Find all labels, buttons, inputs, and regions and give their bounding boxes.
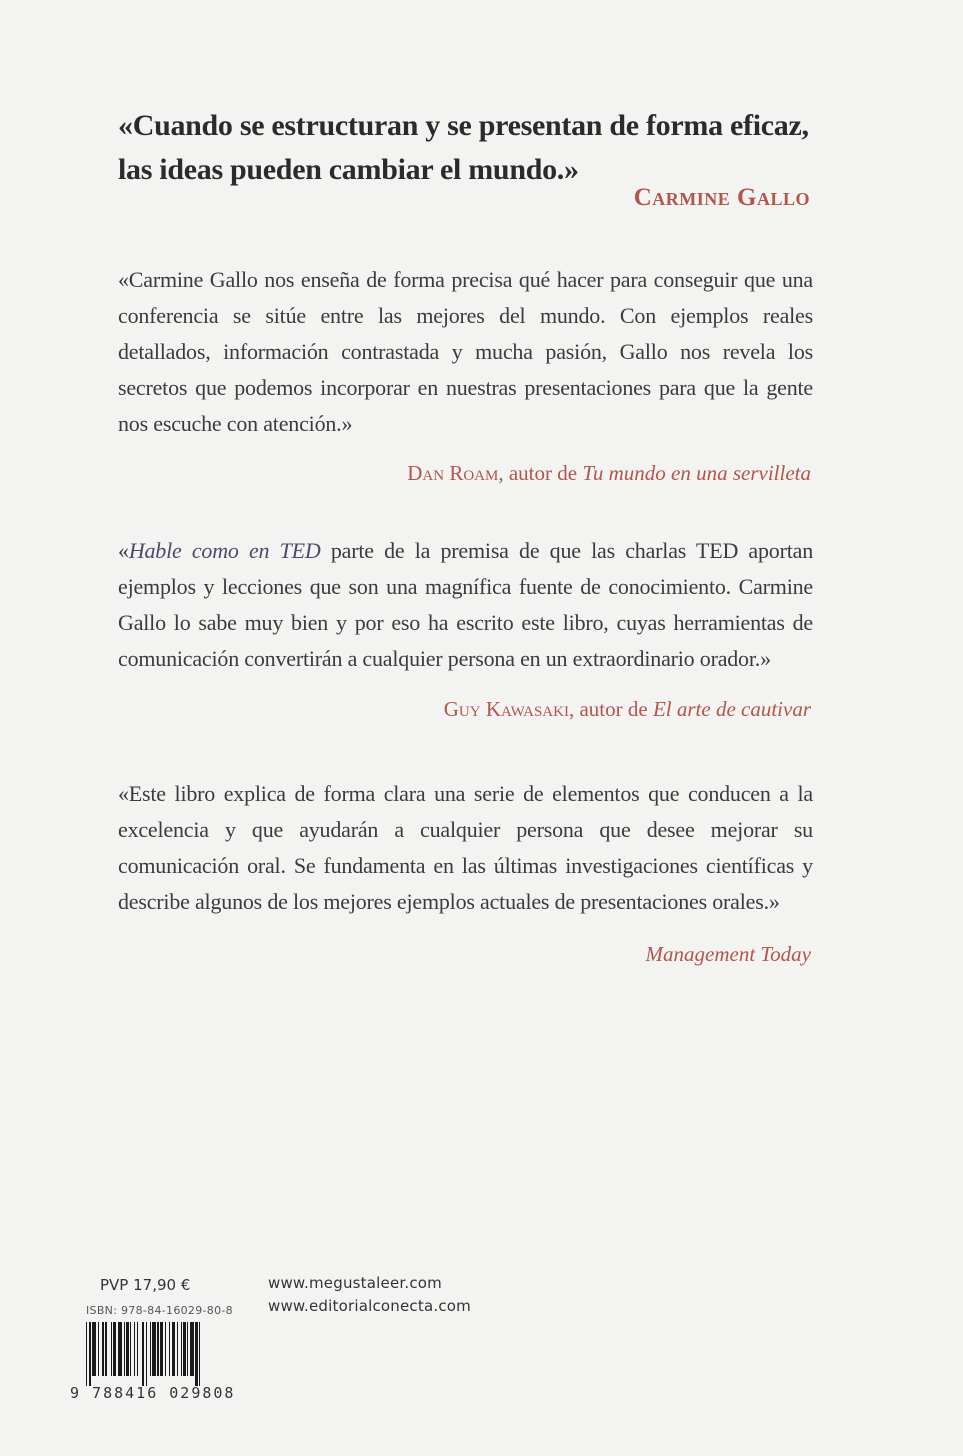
source-name: Management Today [645,942,811,966]
author-role: , autor de [568,697,653,721]
blurb-text: parte de la premisa de que las charlas TED aportan ejemplos y lecciones que son una magnífica fuente de conocimiento. Carmine Gallo lo sabe muy bien y por eso ha escrito este libro, cuyas herramientas de comunicación convertirán a cualquier persona en un extraordinario orador.» [118,538,814,671]
author-work: El arte de cautivar [652,697,811,721]
barcode-digits: 9 788416 029808 [70,1384,236,1402]
author-work: Tu mundo en una servilleta [582,461,811,485]
url-megustaleer[interactable]: www.megustaleer.com [268,1274,442,1292]
headline-author: Carmine Gallo [633,184,810,211]
barcode-icon [86,1322,240,1382]
attribution-management-today [646,942,811,967]
isbn-label: ISBN: 978-84-16029-80-8 [86,1304,233,1317]
author-name: Guy Kawasaki [443,697,569,721]
headline-quote: «Cuando se estructuran y se presentan de forma eficaz, las ideas pueden cambiar el mundo.» [118,109,809,186]
attribution-dan-roam [407,461,811,486]
blurb-dan-roam: «Carmine Gallo nos enseña de forma precisa qué hacer para conseguir que una conferencia se sitúe entre las mejores del mundo. Con ejemplos reales detallados, información contrastada y mucha pasión, Gallo nos revela los secretos que podemos incorporar en nuestras presentaciones para que la gente nos escuche con atención.» [118,267,813,436]
blurb-guy-kawasaki [118,533,813,677]
author-role: , autor de [498,461,583,485]
book-title: Hable como en TED [128,538,321,563]
url-editorialconecta[interactable]: www.editorialconecta.com [268,1297,471,1315]
blurb-management-today: «Este libro explica de forma clara una serie de elementos que conducen a la excelencia y que ayudarán a cualquier persona que desee mejorar su comunicación oral. Se fundamenta en las últimas investigaciones científicas y describe algunos de los mejores ejemplos actuales de presentaciones orales.» [118,781,813,914]
author-name: Dan Roam [407,461,499,485]
price-label: PVP 17,90 € [100,1276,191,1294]
open-quote: « [118,538,129,563]
attribution-guy-kawasaki [444,697,811,722]
